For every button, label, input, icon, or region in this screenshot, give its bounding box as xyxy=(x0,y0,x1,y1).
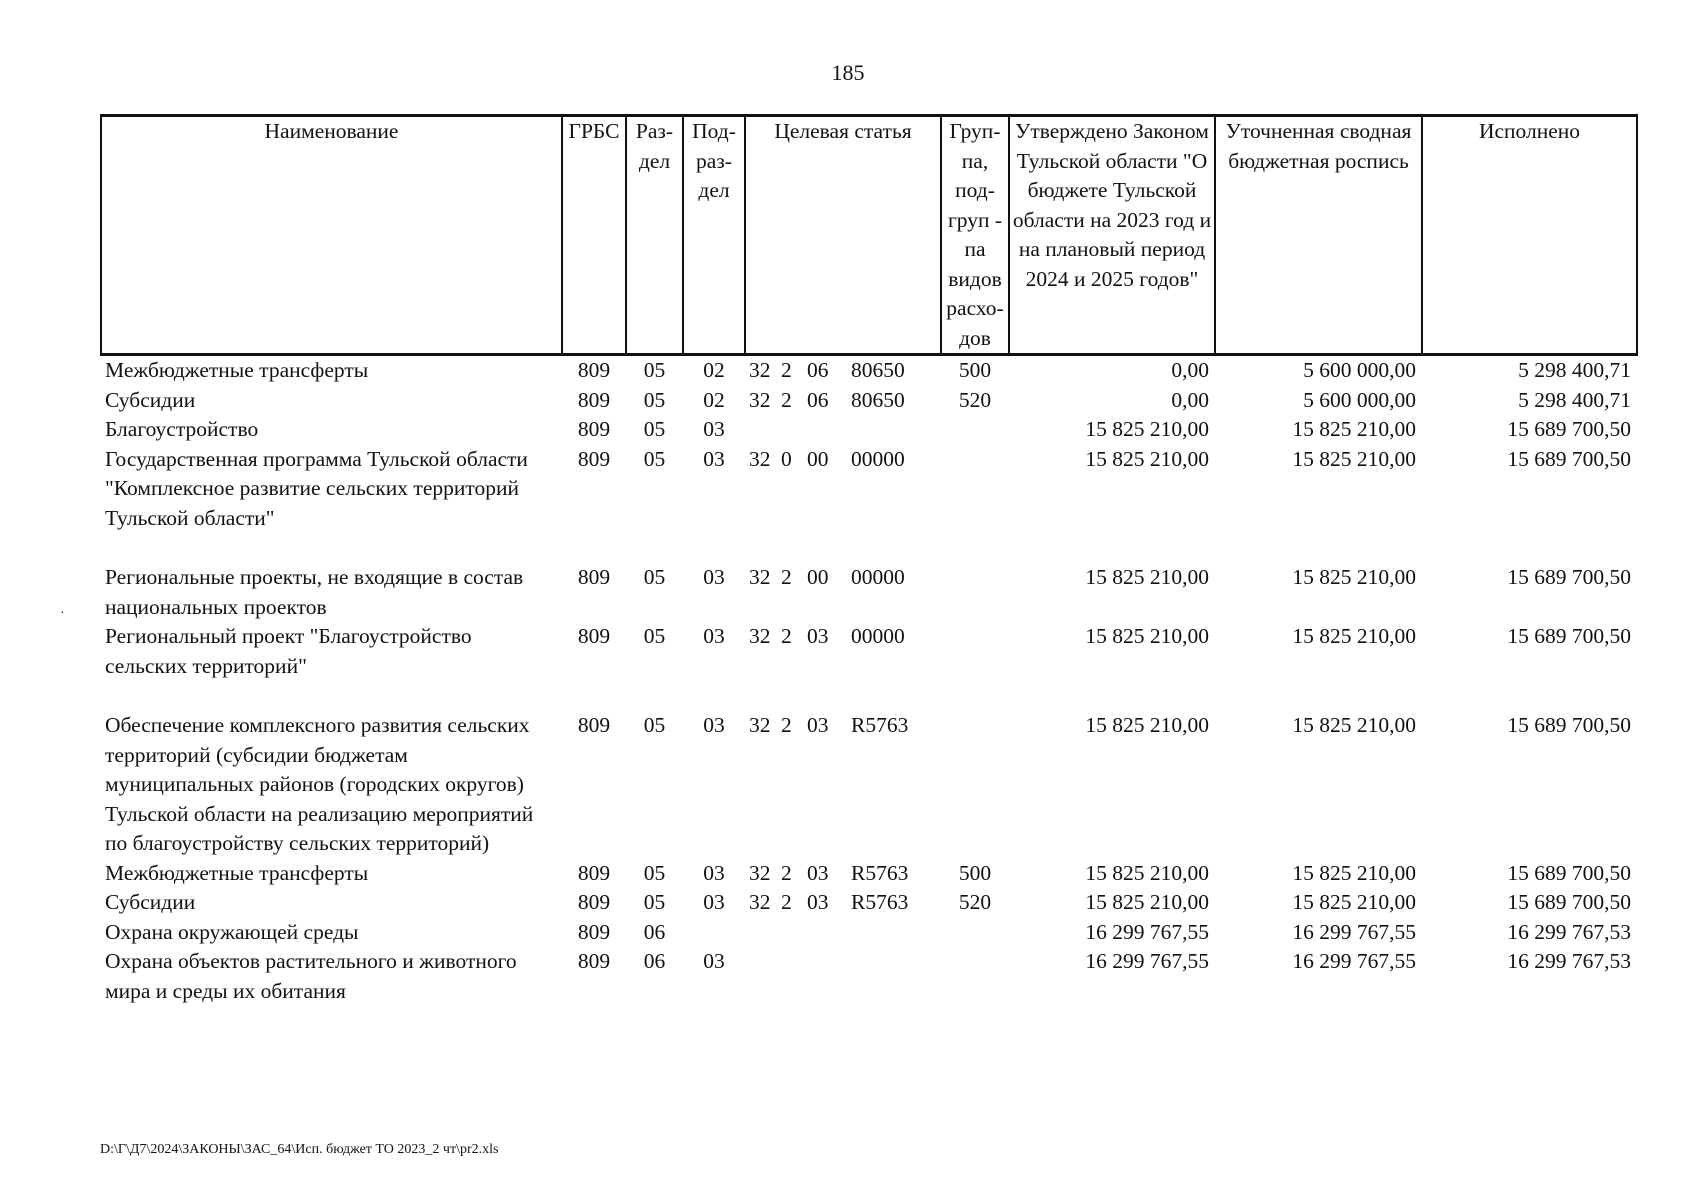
target-article-part: R5763 xyxy=(851,860,909,885)
cell-target-article xyxy=(745,355,941,386)
cell-podrazdel: 02 xyxy=(703,387,725,412)
cell-executed: 15 689 700,50 xyxy=(1507,417,1631,441)
cell-refined: 15 825 210,00 xyxy=(1292,417,1416,441)
cell-refined: 15 825 210,00 xyxy=(1292,565,1416,589)
cell-target-article xyxy=(745,947,941,1006)
budget-table-container xyxy=(100,114,1636,1006)
target-article-part: 00 xyxy=(807,565,829,589)
cell-expense-group: 500 xyxy=(958,358,992,382)
cell-executed: 15 689 700,50 xyxy=(1507,446,1631,471)
table-row xyxy=(101,918,1637,948)
cell-refined: 15 825 210,00 xyxy=(1292,624,1416,648)
cell-podrazdel: 03 xyxy=(703,713,725,737)
cell-name: Субсидии xyxy=(105,387,196,412)
cell-razdel: 05 xyxy=(643,446,666,471)
target-article-part: 32 xyxy=(749,624,771,648)
budget-table xyxy=(100,114,1638,1006)
cell-target-article xyxy=(745,918,941,948)
cell-executed: 15 689 700,50 xyxy=(1507,860,1631,885)
cell-podrazdel: 03 xyxy=(703,565,725,589)
cell-expense-group xyxy=(941,918,1009,948)
cell-executed: 16 299 767,53 xyxy=(1507,949,1631,973)
cell-refined: 15 825 210,00 xyxy=(1292,446,1416,471)
table-row xyxy=(101,563,1637,622)
cell-expense-group xyxy=(941,563,1009,622)
cell-expense-group xyxy=(941,622,1009,681)
cell-podrazdel: 03 xyxy=(703,446,725,471)
target-article-part: 00000 xyxy=(851,624,905,648)
cell-podrazdel: 02 xyxy=(703,358,725,382)
cell-razdel: 05 xyxy=(643,565,666,589)
cell-target-article xyxy=(745,859,941,889)
cell-podrazdel xyxy=(683,918,745,948)
table-row xyxy=(101,947,1637,1006)
target-article-part: 32 xyxy=(749,358,771,382)
cell-podrazdel: 03 xyxy=(703,890,725,914)
target-article-part: 03 xyxy=(807,624,829,648)
cell-grbs: 809 xyxy=(577,949,611,973)
table-row xyxy=(101,888,1637,918)
target-article-part: 2 xyxy=(781,890,792,914)
cell-razdel: 05 xyxy=(643,713,666,737)
cell-name: Охрана окружающей среды xyxy=(105,919,359,944)
cell-approved: 0,00 xyxy=(1171,358,1209,382)
target-article-part: 06 xyxy=(807,387,829,412)
cell-refined: 16 299 767,55 xyxy=(1292,949,1416,973)
target-article-part: R5763 xyxy=(851,713,909,737)
cell-target-article xyxy=(745,711,941,859)
target-article-part: 06 xyxy=(807,358,829,382)
cell-grbs: 809 xyxy=(577,565,611,589)
cell-approved: 15 825 210,00 xyxy=(1085,446,1209,471)
cell-expense-group xyxy=(941,415,1009,445)
cell-refined: 15 825 210,00 xyxy=(1292,860,1416,885)
header-name: Наименование xyxy=(101,116,562,355)
cell-approved: 16 299 767,55 xyxy=(1085,949,1209,973)
cell-refined: 5 600 000,00 xyxy=(1303,358,1416,382)
cell-refined: 16 299 767,55 xyxy=(1292,919,1416,944)
cell-refined: 15 825 210,00 xyxy=(1292,890,1416,914)
table-row xyxy=(101,859,1637,889)
cell-executed: 16 299 767,53 xyxy=(1507,919,1631,944)
cell-name: Обеспечение комплексного развития сельских территорий (субсидии бюджетам муниципальных районов (городских округов) Тульской области на реализацию мероприятий по благоустройству сельских территорий) xyxy=(105,713,534,855)
target-article-part: 32 xyxy=(749,890,771,914)
cell-grbs: 809 xyxy=(577,713,611,737)
cell-name: Государственная программа Тульской области "Комплексное развитие сельских территорий Тульской области" xyxy=(105,446,528,530)
target-article-part: 2 xyxy=(781,387,792,412)
cell-podrazdel: 03 xyxy=(703,417,725,441)
cell-refined: 5 600 000,00 xyxy=(1303,387,1416,412)
cell-podrazdel: 03 xyxy=(703,624,725,648)
table-row xyxy=(101,711,1637,859)
target-article-part: 2 xyxy=(781,358,792,382)
cell-approved: 15 825 210,00 xyxy=(1085,624,1209,648)
target-article-part: 32 xyxy=(749,446,771,471)
footer-file-path: D:\Г\Д7\2024\ЗАКОНЫ\ЗАС_64\Исп. бюджет ТО 2023_2 чт\pr2.xls xyxy=(100,1142,499,1157)
cell-name: Межбюджетные трансферты xyxy=(105,860,369,885)
cell-approved: 15 825 210,00 xyxy=(1085,713,1209,737)
table-body xyxy=(101,355,1637,1007)
target-article-part: 32 xyxy=(749,565,771,589)
cell-executed: 15 689 700,50 xyxy=(1507,624,1631,648)
header-podrazdel: Под- раз- дел xyxy=(683,116,745,355)
cell-name: Благоустройство xyxy=(105,417,259,441)
cell-grbs: 809 xyxy=(577,919,611,944)
header-refined: Уточненная сводная бюджетная роспись xyxy=(1215,116,1422,355)
table-header xyxy=(101,116,1637,355)
table-row xyxy=(101,622,1637,681)
cell-target-article xyxy=(745,445,941,534)
cell-grbs: 809 xyxy=(577,624,611,648)
cell-name: Региональный проект "Благоустройство сельских территорий" xyxy=(105,624,472,678)
cell-expense-group: 520 xyxy=(958,890,992,914)
cell-podrazdel: 03 xyxy=(703,949,725,973)
cell-razdel: 05 xyxy=(643,890,666,914)
cell-name: Охрана объектов растительного и животного мира и среды их обитания xyxy=(105,949,517,1003)
cell-razdel: 05 xyxy=(643,358,666,382)
cell-expense-group: 500 xyxy=(958,860,992,885)
page-number: 185 xyxy=(831,60,865,85)
header-executed: Исполнено xyxy=(1422,116,1637,355)
header-target-article: Целевая статья xyxy=(745,116,941,355)
cell-executed: 15 689 700,50 xyxy=(1507,713,1631,737)
cell-razdel: 06 xyxy=(643,919,666,944)
target-article-part: 03 xyxy=(807,890,829,914)
cell-executed: 15 689 700,50 xyxy=(1507,565,1631,589)
cell-expense-group xyxy=(941,711,1009,859)
cell-approved: 15 825 210,00 xyxy=(1085,417,1209,441)
row-spacer xyxy=(101,533,1637,563)
table-row xyxy=(101,415,1637,445)
cell-razdel: 05 xyxy=(643,624,666,648)
table-row xyxy=(101,355,1637,386)
target-article-part: 32 xyxy=(749,713,771,737)
cell-expense-group xyxy=(941,947,1009,1006)
target-article-part: 0 xyxy=(781,446,792,471)
cell-executed: 15 689 700,50 xyxy=(1507,890,1631,914)
cell-expense-group: 520 xyxy=(958,387,992,412)
target-article-part: 00000 xyxy=(851,446,905,471)
cell-executed: 5 298 400,71 xyxy=(1518,358,1631,382)
cell-grbs: 809 xyxy=(577,358,611,382)
cell-target-article xyxy=(745,622,941,681)
cell-razdel: 05 xyxy=(643,860,666,885)
cell-target-article xyxy=(745,888,941,918)
cell-approved: 15 825 210,00 xyxy=(1085,860,1209,885)
cell-podrazdel: 03 xyxy=(703,860,725,885)
cell-razdel: 05 xyxy=(643,387,666,412)
cell-target-article xyxy=(745,386,941,416)
header-approved: Утверждено Законом Тульской области "О бюджете Тульской области на 2023 год и на плановый период 2024 и 2025 годов" xyxy=(1009,116,1215,355)
target-article-part: 2 xyxy=(781,565,792,589)
row-spacer xyxy=(101,681,1637,711)
target-article-part: 03 xyxy=(807,860,829,885)
stray-mark: · xyxy=(60,606,65,621)
cell-approved: 15 825 210,00 xyxy=(1085,565,1209,589)
cell-grbs: 809 xyxy=(577,417,611,441)
target-article-part: 32 xyxy=(749,387,771,412)
cell-grbs: 809 xyxy=(577,890,611,914)
header-expense-group: Груп- па, под- груп - па видов расхо- дов xyxy=(941,116,1009,355)
cell-target-article xyxy=(745,563,941,622)
cell-approved: 16 299 767,55 xyxy=(1085,919,1209,944)
cell-name: Межбюджетные трансферты xyxy=(105,358,369,382)
cell-grbs: 809 xyxy=(577,446,611,471)
cell-expense-group xyxy=(941,445,1009,534)
target-article-part: 32 xyxy=(749,860,771,885)
cell-grbs: 809 xyxy=(577,387,611,412)
header-razdel: Раз- дел xyxy=(626,116,683,355)
cell-razdel: 06 xyxy=(643,949,666,973)
target-article-part: 2 xyxy=(781,624,792,648)
table-row xyxy=(101,386,1637,416)
cell-refined: 15 825 210,00 xyxy=(1292,713,1416,737)
cell-razdel: 05 xyxy=(643,417,666,441)
cell-name: Субсидии xyxy=(105,890,196,914)
header-grbs: ГРБС xyxy=(562,116,626,355)
target-article-part: 2 xyxy=(781,860,792,885)
target-article-part: 03 xyxy=(807,713,829,737)
target-article-part: 00000 xyxy=(851,565,905,589)
target-article-part: 80650 xyxy=(851,358,905,382)
target-article-part: 2 xyxy=(781,713,792,737)
target-article-part: 00 xyxy=(807,446,829,471)
cell-approved: 0,00 xyxy=(1171,387,1209,412)
target-article-part: 80650 xyxy=(851,387,905,412)
cell-name: Региональные проекты, не входящие в состав национальных проектов xyxy=(105,565,524,619)
cell-executed: 5 298 400,71 xyxy=(1518,387,1631,412)
cell-approved: 15 825 210,00 xyxy=(1085,890,1209,914)
table-row xyxy=(101,445,1637,534)
cell-target-article xyxy=(745,415,941,445)
cell-grbs: 809 xyxy=(577,860,611,885)
target-article-part: R5763 xyxy=(851,890,909,914)
